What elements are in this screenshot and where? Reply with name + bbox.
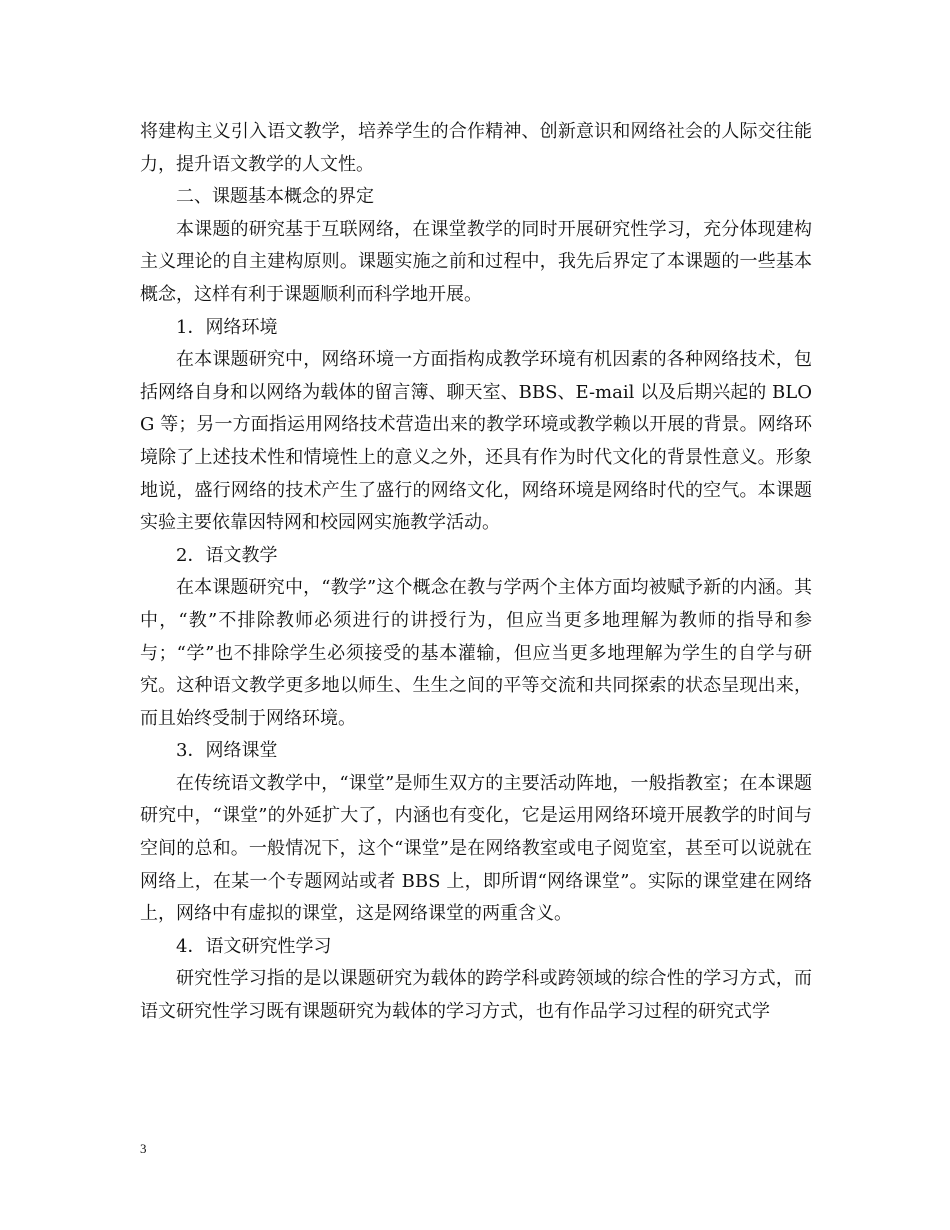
section-heading-concepts: 二、课题基本概念的界定 (176, 186, 374, 208)
subheading-research-learning: 4．语文研究性学习 (176, 935, 332, 957)
paragraph-research-learning: 研究性学习指的是以课题研究为载体的跨学科或跨领域的综合性的学习方式，而语文研究性学习既有课题研究为载体的学习方式，也有作品学习过程的研究式学 (140, 968, 812, 1023)
page-number: 3 (140, 1141, 147, 1156)
subheading-network-environment: 1．网络环境 (176, 316, 278, 338)
document-body (140, 116, 812, 1029)
subheading-network-classroom: 3．网络课堂 (176, 740, 278, 762)
paragraph-intro: 将建构主义引入语文教学，培养学生的合作精神、创新意识和网络社会的人际交往能力，提升语文教学的人文性。 (140, 121, 812, 175)
paragraph-network-environment: 在本课题研究中，网络环境一方面指构成教学环境有机因素的各种网络技术，包括网络自身和以网络为载体的留言簿、聊天室、BBS、E-mail 以及后期兴起的 BLOG 等；另一方面指运用网络技术营造出来的教学环境或教学赖以开展的背景。网络环境除了上述技术性和情境性上的意义之外，还具有作为时代文化的背景性意义。形象地说，盛行网络的技术产生了盛行的网络文化，网络环境是网络时代的空气。本课题实验主要依靠因特网和校园网实施教学活动。 (140, 349, 812, 534)
paragraph-network-classroom: 在传统语文教学中，“课堂”是师生双方的主要活动阵地，一般指教室；在本课题研究中，“课堂”的外延扩大了，内涵也有变化，它是运用网络环境开展教学的时间与空间的总和。一般情况下，这个“课堂”是在网络教室或电子阅览室，甚至可以说就在网络上，在某一个专题网站或者 BBS 上，即所谓“网络课堂”。实际的课堂建在网络上，网络中有虚拟的课堂，这是网络课堂的两重含义。 (140, 772, 812, 925)
paragraph-concepts: 本课题的研究基于互联网络，在课堂教学的同时开展研究性学习，充分体现建构主义理论的自主建构原则。课题实施之前和过程中，我先后界定了本课题的一些基本概念，这样有利于课题顺利而科学地开展。 (140, 218, 812, 305)
paragraph-chinese-teaching: 在本课题研究中，“教学”这个概念在教与学两个主体方面均被赋予新的内涵。其中，“教”不排除教师必须进行的讲授行为，但应当更多地理解为教师的指导和参与；“学”也不排除学生必须接受的基本灌输，但应当更多地理解为学生的自学与研究。这种语文教学更多地以师生、生生之间的平等交流和共同探索的状态呈现出来，而且始终受制于网络环境。 (140, 577, 812, 729)
subheading-chinese-teaching: 2．语文教学 (176, 544, 278, 566)
